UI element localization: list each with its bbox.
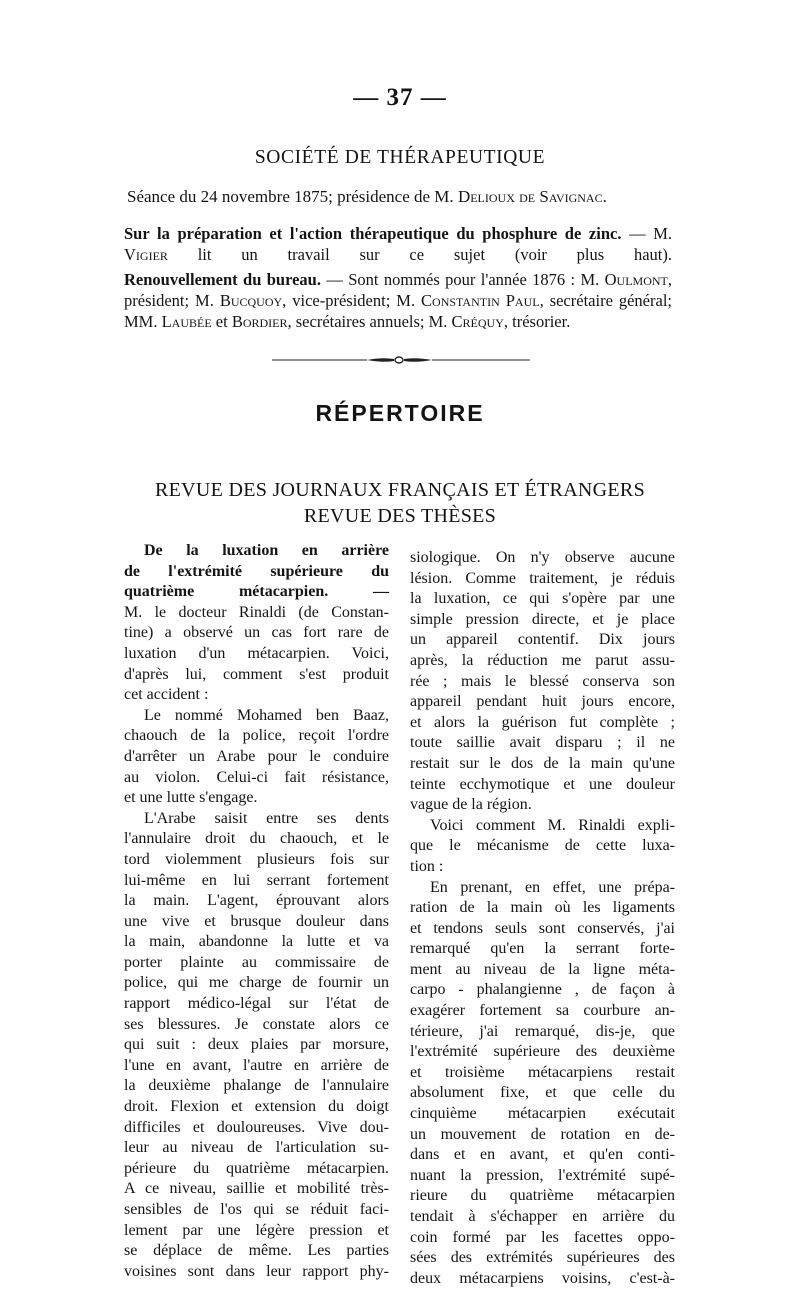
member-constantin: Constantin: [421, 291, 500, 310]
article-line: l'extrémité supérieure des deuxième: [410, 1043, 675, 1061]
article-line: qui suit : deux plaies par morsure,: [124, 1036, 389, 1054]
article-line: lui-même en lui serrant fortement: [124, 871, 389, 889]
article-line: droit. Flexion et extension du doigt: [124, 1098, 389, 1116]
conjunction-et: et: [211, 312, 232, 331]
phosphure-paragraph: [124, 223, 673, 264]
phosphure-line-1: Sur la préparation et l'action thérapeutique du phosphure de zinc. — M. Vigier lit un travail sur ce sujet (voir plus haut).: [124, 224, 673, 264]
president-name: Delioux de Savignac.: [457, 187, 607, 206]
page-number: — 37 —: [353, 84, 447, 111]
article-line: la main. L'agent, éprouvant alors: [124, 892, 389, 910]
article-line: après, la réduction me parut assu-: [410, 651, 675, 669]
article-line: térieure, j'ai remarqué, dis-je, que: [410, 1022, 675, 1040]
article-line: De la luxation en arrière: [144, 542, 389, 559]
article-line: chaouch de la police, reçoit l'ordre: [124, 727, 389, 745]
phosphure-heading: Sur la préparation et l'action thérapeutique du phosphure de zinc.: [124, 224, 622, 243]
article-line: porter plainte au commissaire de: [124, 953, 389, 971]
article-line: et tendons seuls sont conservés, j'ai: [410, 919, 675, 937]
article-line: rapport médico-légal sur l'état de: [124, 995, 389, 1013]
article-line: vague de la région.: [410, 796, 532, 814]
society-title: SOCIÉTÉ DE THÉRAPEUTIQUE: [254, 147, 546, 168]
member-bordier: Bordier: [231, 312, 288, 331]
article-line: difficiles et douloureuses. Vive dou-: [124, 1118, 389, 1136]
article-line: de l'extrémité supérieure du: [124, 562, 389, 580]
article-line: se déplace de même. Les parties: [124, 1242, 389, 1260]
article-line: lésion. Comme traitement, je réduis: [410, 569, 675, 587]
article-line: restait sur le dos de la main qu'une: [410, 754, 675, 772]
article-line: L'Arabe saisit entre ses dents: [144, 809, 389, 827]
repertoire-title: RÉPERTOIRE: [315, 400, 485, 426]
role-paul: , secrétaire général; MM.: [124, 291, 672, 331]
article-left-column: [124, 541, 389, 1282]
article-line: carpo - phalangienne , de façon à: [410, 981, 675, 999]
member-crequy: Créquy: [451, 312, 504, 331]
role-oulmont: , président; M.: [124, 270, 673, 310]
article-line: Voici comment M. Rinaldi expli-: [430, 816, 675, 834]
article-line: lement par une légère pression et: [124, 1221, 389, 1239]
article-line: une vive et brusque douleur dans: [124, 912, 389, 930]
article-line: tendait à s'échapper en arrière du: [410, 1208, 675, 1225]
article-line: voisines sont dans leur rapport phy-: [124, 1262, 389, 1280]
article-line: M. le docteur Rinaldi (de Constan-: [124, 603, 389, 621]
article-line: leur au niveau de l'articulation su-: [124, 1139, 389, 1157]
article-line: rieure du quatrième métacarpien: [410, 1187, 675, 1205]
article-line: appareil pendant huit jours encore,: [410, 693, 675, 711]
article-line: exagérer fortement sa courbure an-: [410, 1002, 675, 1020]
article-line: périeure du quatrième métacarpien.: [124, 1159, 389, 1177]
article-line: siologique. On n'y observe aucune: [410, 549, 675, 566]
member-oulmont: Oulmont: [604, 270, 668, 289]
article-line: absolument fixe, et que celle du: [410, 1084, 675, 1102]
article-right-column: [410, 548, 675, 1289]
bureau-intro: — Sont nommés pour l'année 1876 :: [326, 270, 576, 289]
bureau-heading: Renouvellement du bureau.: [124, 270, 321, 289]
article-line: teinte ecchymotique et une douleur: [410, 775, 675, 793]
article-line: ses blessures. Je constate alors ce: [124, 1015, 389, 1033]
article-line: Le nommé Mohamed ben Baaz,: [144, 706, 389, 724]
member-paul: Paul: [505, 291, 540, 310]
article-line: coin formé par les facettes oppo-: [410, 1228, 675, 1246]
article-line: quatrième métacarpien. —: [124, 583, 389, 601]
article-line: d'après lui, comment s'est produit: [124, 665, 389, 683]
article-line: la deuxième phalange de l'annulaire: [124, 1077, 389, 1095]
article-line: l'annulaire droit du chaouch, et le: [124, 830, 389, 848]
article-line: la main, abandonne la lutte et va: [124, 933, 389, 951]
article-line: police, qui me charge de fournir un: [124, 974, 389, 992]
bureau-paragraph: Renouvellement du bureau. — Sont nommés pour l'année 1876 : M. Oulmont, président; M. Bucquoy, vice-président; M. Constantin Paul, secrétaire général; MM. Laubée et Bordier, secrétaires annuels; M. Créquy, trésorier.: [124, 270, 673, 331]
article-line: cinquième métacarpien exécutait: [410, 1105, 675, 1123]
article-line: simple pression directe, et je place: [410, 610, 675, 628]
article-line: toute saillie avait disparu ; il ne: [410, 734, 675, 752]
article-line: tord violemment plusieurs fois sur: [124, 850, 389, 868]
article-line: nuant la pression, l'extrémité supé-: [410, 1166, 675, 1184]
article-line: rée ; mais le blessé conserva son: [410, 672, 675, 690]
article-line: ration de la main où les ligaments: [410, 899, 675, 917]
article-line: dans et en avant, et qu'en conti-: [410, 1146, 675, 1164]
article-line: et troisième métacarpiens restait: [410, 1063, 675, 1081]
article-line: A ce niveau, saillie et mobilité très-: [124, 1180, 389, 1198]
revue-theses-heading: REVUE DES THÈSES: [303, 505, 497, 527]
article-line: remarqué qu'en la serrant forte-: [410, 940, 675, 958]
ornament-divider: [272, 352, 530, 368]
phosphure-text: lit un travail sur ce sujet (voir plus haut).: [197, 245, 673, 264]
article-line: un mouvement de rotation en de-: [410, 1125, 675, 1143]
role-bucquoy: , vice-président; M.: [282, 291, 422, 310]
article-line: sensibles de l'os qui se réduit faci-: [124, 1201, 389, 1218]
article-line: la luxation, ce qui s'opère par une: [410, 590, 675, 608]
article-line: au violon. Celui-ci fait résistance,: [124, 768, 389, 786]
article-line: et une lutte s'engage.: [124, 789, 258, 807]
role-crequy: , trésorier.: [503, 312, 571, 331]
article-line: luxation d'un métacarpien. Voici,: [124, 644, 389, 662]
article-line: deux métacarpiens voisins, c'est-à-: [410, 1269, 675, 1287]
revue-journaux-heading: REVUE DES JOURNAUX FRANÇAIS ET ÉTRANGERS: [155, 479, 645, 501]
article-line: que le mécanisme de cette luxa-: [410, 837, 675, 855]
article-line: un appareil contentif. Dix jours: [410, 631, 675, 649]
article-line: l'une en avant, l'autre en arrière de: [124, 1056, 389, 1074]
article-line: En prenant, en effet, une prépa-: [430, 878, 675, 896]
article-line: sées des extrémités supérieures des: [410, 1249, 675, 1267]
article-line: et alors la guérison fut complète ;: [410, 713, 675, 731]
article-line: d'arrêter un Arabe pour le conduire: [124, 747, 389, 765]
article-line: tion :: [410, 857, 444, 875]
article-line: ment au niveau de la ligne méta-: [410, 960, 675, 978]
member-laubee: Laubée: [161, 312, 212, 331]
session-line: [127, 187, 677, 207]
role-bordier: , secrétaires annuels;: [287, 312, 425, 331]
article-line: tine) a observé un cas fort rare de: [124, 624, 389, 642]
member-bucquoy: Bucquoy: [219, 291, 283, 310]
phosphure-author: Vigier: [124, 245, 168, 264]
article-line: cet accident :: [124, 686, 209, 704]
session-text: Séance du 24 novembre 1875; présidence de M.: [127, 187, 458, 206]
